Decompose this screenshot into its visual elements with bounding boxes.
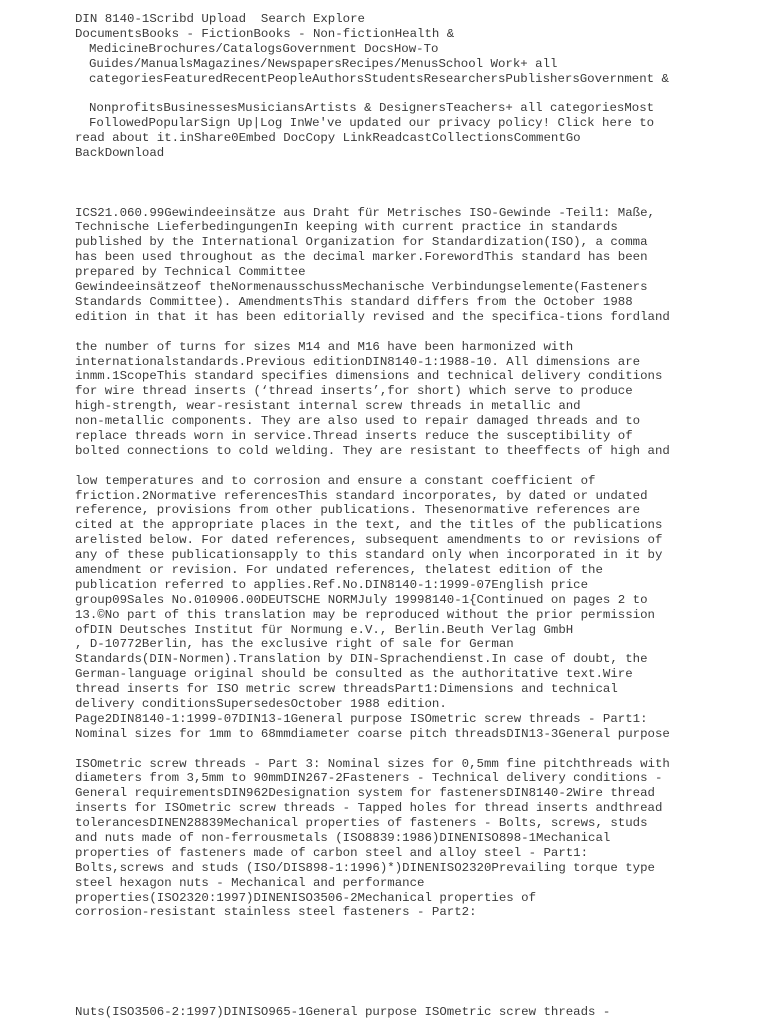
document-page [75, 12, 755, 920]
text-line: ICS21.060.99Gewindeeinsätze aus Draht für Metrisches ISO-Gewinde -Teil1: Maße, [75, 205, 655, 220]
text-line: internationalstandards.Previous editionDIN8140-1:1988-10. All dimensions are [75, 354, 641, 369]
scribd-header-text [75, 12, 755, 161]
text-line: high-strength, wear-resistant internal screw threads in metallic and [75, 399, 581, 414]
text-line: tolerancesDINEN28839Mechanical properties of fasteners - Bolts, screws, studs [75, 816, 648, 831]
header-line: MedicineBrochures/CatalogsGovernment DocsHow-To [89, 41, 439, 56]
text-line: Standards Committee). AmendmentsThis standard differs from the October 1988 [75, 294, 633, 309]
header-line: DIN 8140-1Scribd Upload Search Explore [75, 12, 365, 26]
text-line: amendment or revision. For undated references, thelatest edition of the [75, 562, 603, 577]
text-line: prepared by Technical Committee [75, 265, 306, 280]
paragraph-foreword [75, 206, 755, 325]
text-line: properties(ISO2320:1997)DINENISO3506-2Mechanical properties of [75, 890, 537, 905]
text-line: steel hexagon nuts - Mechanical and performance [75, 875, 425, 890]
text-line: ISOmetric screw threads - Part 3: Nominal sizes for 0,5mm fine pitchthreads with [75, 756, 670, 771]
paragraph-normative-references [75, 474, 755, 742]
text-line: edition in that it has been editorially revised and the specifica-tions fordland [75, 309, 670, 324]
header-line: read about it.inShare0Embed DocCopy LinkReadcastCollectionsCommentGo [75, 131, 581, 146]
text-line: friction.2Normative referencesThis standard incorporates, by dated or undated [75, 488, 648, 503]
paragraph-scope [75, 340, 755, 459]
text-line: Gewindeeinsätzeof theNormenausschussMechanische Verbindungselemente(Fasteners [75, 280, 648, 295]
header-line: FollowedPopularSign Up|Log InWe've updated our privacy policy! Click here to [89, 116, 655, 131]
paragraph-references-list [75, 757, 755, 921]
text-line: properties of fasteners made of carbon steel and alloy steel - Part1: [75, 845, 589, 860]
text-line: arelisted below. For dated references, subsequent amendments to or revisions of [75, 533, 663, 548]
text-line: inmm.1ScopeThis standard specifies dimensions and technical delivery conditions [75, 369, 663, 384]
text-line: low temperatures and to corrosion and ensure a constant coefficient of [75, 473, 596, 488]
text-line: Standards(DIN-Normen).Translation by DIN-Sprachendienst.In case of doubt, the [75, 652, 648, 667]
header-line: BackDownload [75, 146, 165, 161]
text-line: and nuts made of non-ferrousmetals (ISO8839:1986)DINENISO898-1Mechanical [75, 831, 611, 845]
text-line: the number of turns for sizes M14 and M16 have been harmonized with [75, 339, 574, 354]
text-line-bottom: Nuts(ISO3506-2:1997)DINISO965-1General purpose ISOmetric screw threads - [75, 1005, 611, 1019]
text-line: Page2DIN8140-1:1999-07DIN13-1General purpose ISOmetric screw threads - Part1: [75, 711, 648, 726]
text-line: published by the International Organization for Standardization(ISO), a comma [75, 235, 648, 250]
text-line: ofDIN Deutsches Institut für Normung e.V., Berlin.Beuth Verlag GmbH [75, 622, 574, 637]
header-line: Guides/ManualsMagazines/NewspapersRecipes/MenusSchool Work+ all [89, 56, 558, 71]
text-line: German-language original should be consulted as the authoritative text.Wire [75, 667, 633, 682]
text-line: Nominal sizes for 1mm to 68mmdiameter coarse pitch threadsDIN13-3General purpose [75, 726, 670, 741]
text-line: thread inserts for ISO metric screw threadsPart1:Dimensions and technical [75, 682, 618, 697]
text-line: cited at the appropriate places in the text, and the titles of the publications [75, 518, 663, 533]
text-line: 13.©No part of this translation may be reproduced without the prior permission [75, 607, 655, 622]
header-line: DocumentsBooks - FictionBooks - Non-fictionHealth & [75, 26, 455, 41]
text-line: Technische LieferbedingungenIn keeping with current practice in standards [75, 220, 618, 235]
text-line: , D-10772Berlin, has the exclusive right of sale for German [75, 637, 514, 652]
text-line: has been used throughout as the decimal marker.ForewordThis standard has been [75, 250, 648, 265]
text-line: non-metallic components. They are also used to repair damaged threads and to [75, 414, 641, 429]
header-line: NonprofitsBusinessesMusiciansArtists & DesignersTeachers+ all categoriesMost [89, 101, 655, 116]
text-line: any of these publicationsapply to this standard only when incorporated in it by [75, 548, 663, 563]
text-line: replace threads worn in service.Thread inserts reduce the susceptibility of [75, 428, 633, 443]
text-line: group09Sales No.010906.00DEUTSCHE NORMJuly 19998140-1{Continued on pages 2 to [75, 592, 648, 607]
text-line: inserts for ISOmetric screw threads - Tapped holes for thread inserts andthread [75, 801, 663, 816]
text-line: corrosion-resistant stainless steel fasteners - Part2: [75, 905, 477, 920]
header-line: categoriesFeaturedRecentPeopleAuthorsStudentsResearchersPublishersGovernment & [89, 71, 669, 86]
text-line: delivery conditionsSupersedesOctober 1988 edition. [75, 696, 447, 711]
text-line: General requirementsDIN962Designation system for fastenersDIN8140-2Wire thread [75, 786, 655, 801]
text-line: diameters from 3,5mm to 90mmDIN267-2Fasteners - Technical delivery conditions - [75, 771, 663, 786]
text-line: reference, provisions from other publications. Thesenormative references are [75, 503, 641, 518]
text-line: Bolts,screws and studs (ISO/DIS898-1:1996)*)DINENISO2320Prevailing torque type [75, 860, 655, 875]
text-line: publication referred to applies.Ref.No.DIN8140-1:1999-07English price [75, 577, 589, 592]
text-line: for wire thread inserts (‘thread inserts’,for short) which serve to produce [75, 384, 633, 399]
text-line: bolted connections to cold welding. They are resistant to theeffects of high and [75, 443, 670, 458]
